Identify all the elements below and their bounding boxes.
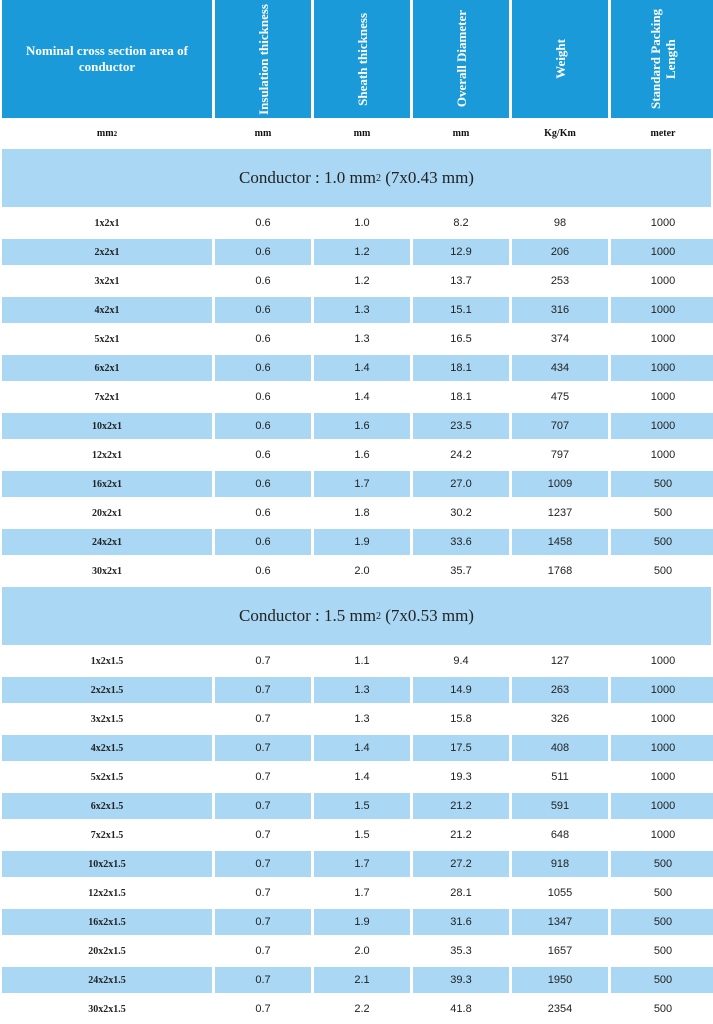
cell-cable-size: 30x2x1 xyxy=(92,565,122,577)
cell-packing: 1000 xyxy=(650,449,676,461)
unit-sheath: mm xyxy=(353,128,371,139)
cell-weight: 374 xyxy=(550,333,570,345)
cell-packing: 500 xyxy=(653,507,673,519)
table-row xyxy=(2,471,713,497)
cell-cable-size: 2x2x1 xyxy=(2,239,212,265)
cell-diameter: 27.0 xyxy=(413,471,509,497)
header-sheath xyxy=(314,0,410,118)
unit-packing: meter xyxy=(650,128,676,139)
cell-packing: 1000 xyxy=(611,297,713,323)
cell-packing: 1000 xyxy=(650,655,676,667)
cell-packing: 1000 xyxy=(650,275,676,287)
section-title-sup: 2 xyxy=(375,172,381,184)
cell-packing: 1000 xyxy=(650,713,676,725)
cell-diameter: 28.1 xyxy=(450,887,472,899)
cell-diameter: 15.1 xyxy=(413,297,509,323)
cell-sheath: 2.0 xyxy=(354,565,370,577)
table-row xyxy=(2,706,713,732)
table-row xyxy=(2,355,713,381)
unit-nominal-sup: 2 xyxy=(113,129,118,138)
section-title-prefix: Conductor : 1.0 mm xyxy=(239,168,376,187)
cell-weight: 263 xyxy=(512,677,608,703)
cell-diameter: 12.9 xyxy=(413,239,509,265)
cell-cable-size: 24x2x1.5 xyxy=(2,967,212,993)
section-title xyxy=(2,587,711,645)
cell-weight: 316 xyxy=(512,297,608,323)
cell-packing: 1000 xyxy=(611,677,713,703)
cell-cable-size: 16x2x1 xyxy=(2,471,212,497)
header-weight-label: Weight xyxy=(552,39,568,79)
cell-insulation: 0.7 xyxy=(255,655,271,667)
cell-insulation: 0.7 xyxy=(255,771,271,783)
table-row xyxy=(2,558,713,584)
cell-packing: 500 xyxy=(653,887,673,899)
cell-cable-size: 1x2x1 xyxy=(94,217,120,229)
cell-diameter: 23.5 xyxy=(413,413,509,439)
cell-sheath: 1.1 xyxy=(354,655,370,667)
cell-diameter: 14.9 xyxy=(413,677,509,703)
header-sheath-label: Sheath thickness xyxy=(354,12,370,106)
cell-sheath: 1.7 xyxy=(354,887,370,899)
cell-insulation: 0.7 xyxy=(255,945,271,957)
cell-weight: 1768 xyxy=(547,565,573,577)
table-body xyxy=(0,149,713,1022)
cell-diameter: 35.3 xyxy=(450,945,472,957)
cell-diameter: 9.4 xyxy=(453,655,469,667)
cell-weight: 797 xyxy=(550,449,570,461)
cell-weight: 648 xyxy=(550,829,570,841)
cell-cable-size: 20x2x1 xyxy=(92,507,122,519)
cell-insulation: 0.6 xyxy=(255,217,271,229)
table-row xyxy=(2,413,713,439)
table-row xyxy=(2,210,713,236)
cell-insulation: 0.6 xyxy=(255,333,271,345)
table-row xyxy=(2,793,713,819)
cell-diameter: 35.7 xyxy=(450,565,472,577)
header-insulation-label: Insulation thickness xyxy=(255,3,271,115)
cell-diameter: 27.2 xyxy=(413,851,509,877)
cell-packing: 500 xyxy=(611,851,713,877)
cell-insulation: 0.6 xyxy=(255,565,271,577)
cell-diameter: 8.2 xyxy=(453,217,469,229)
cell-weight: 1237 xyxy=(547,507,573,519)
cell-sheath: 1.4 xyxy=(354,771,370,783)
cell-sheath: 1.5 xyxy=(314,793,410,819)
unit-weight: Kg/Km xyxy=(544,128,576,139)
cell-sheath: 1.2 xyxy=(314,239,410,265)
header-diameter xyxy=(413,0,509,118)
cell-sheath: 1.6 xyxy=(354,449,370,461)
cell-packing: 500 xyxy=(611,529,713,555)
cell-sheath: 2.0 xyxy=(354,945,370,957)
cell-cable-size: 4x2x1.5 xyxy=(2,735,212,761)
cell-packing: 1000 xyxy=(611,735,713,761)
header-nominal xyxy=(2,0,212,118)
unit-nominal xyxy=(2,118,212,149)
table-row xyxy=(2,326,713,352)
table-row xyxy=(2,880,713,906)
cell-diameter: 30.2 xyxy=(450,507,472,519)
cell-packing: 1000 xyxy=(650,391,676,403)
cell-insulation: 0.7 xyxy=(255,829,271,841)
cell-packing: 1000 xyxy=(650,217,676,229)
cell-weight: 326 xyxy=(550,713,570,725)
cell-diameter: 18.1 xyxy=(450,391,472,403)
cell-cable-size: 24x2x1 xyxy=(2,529,212,555)
cell-cable-size: 6x2x1 xyxy=(2,355,212,381)
cell-weight: 206 xyxy=(512,239,608,265)
cell-insulation: 0.7 xyxy=(215,793,311,819)
cell-insulation: 0.7 xyxy=(215,967,311,993)
table-row xyxy=(2,677,713,703)
cell-cable-size: 7x2x1.5 xyxy=(90,829,124,841)
cell-cable-size: 12x2x1.5 xyxy=(88,887,126,899)
cell-insulation: 0.7 xyxy=(255,713,271,725)
cell-weight: 127 xyxy=(550,655,570,667)
cell-sheath: 2.2 xyxy=(354,1003,370,1015)
cell-weight: 2354 xyxy=(547,1003,573,1015)
table-row xyxy=(2,442,713,468)
cell-weight: 1055 xyxy=(547,887,573,899)
table-row xyxy=(2,384,713,410)
cell-packing: 500 xyxy=(653,945,673,957)
cell-weight: 408 xyxy=(512,735,608,761)
cell-cable-size: 5x2x1 xyxy=(94,333,120,345)
cell-cable-size: 1x2x1.5 xyxy=(90,655,124,667)
cell-cable-size: 2x2x1.5 xyxy=(2,677,212,703)
cell-diameter: 31.6 xyxy=(413,909,509,935)
cell-sheath: 1.3 xyxy=(314,677,410,703)
cell-cable-size: 16x2x1.5 xyxy=(2,909,212,935)
cell-sheath: 1.4 xyxy=(354,391,370,403)
table-row xyxy=(2,297,713,323)
cell-insulation: 0.6 xyxy=(215,471,311,497)
cell-insulation: 0.6 xyxy=(215,297,311,323)
cell-insulation: 0.6 xyxy=(255,275,271,287)
cell-insulation: 0.7 xyxy=(215,735,311,761)
unit-diameter: mm xyxy=(452,128,470,139)
cell-diameter: 17.5 xyxy=(413,735,509,761)
cell-insulation: 0.6 xyxy=(255,391,271,403)
cell-sheath: 1.2 xyxy=(354,275,370,287)
cell-sheath: 1.9 xyxy=(314,909,410,935)
cell-weight: 1950 xyxy=(512,967,608,993)
cell-weight: 591 xyxy=(512,793,608,819)
cell-sheath: 1.8 xyxy=(354,507,370,519)
table-row xyxy=(2,500,713,526)
units-row xyxy=(2,118,713,149)
cell-cable-size: 20x2x1.5 xyxy=(88,945,126,957)
cell-packing: 1000 xyxy=(650,829,676,841)
cell-diameter: 41.8 xyxy=(450,1003,472,1015)
cell-diameter: 24.2 xyxy=(450,449,472,461)
header-nominal-label: Nominal cross section area of conductor xyxy=(26,43,188,74)
cell-packing: 500 xyxy=(653,1003,673,1015)
header-insulation xyxy=(215,0,311,118)
cell-packing: 500 xyxy=(611,471,713,497)
cell-diameter: 19.3 xyxy=(450,771,472,783)
cell-insulation: 0.7 xyxy=(255,1003,271,1015)
table-row xyxy=(2,938,713,964)
section-title-sup: 2 xyxy=(375,610,381,622)
table-row xyxy=(2,268,713,294)
cell-packing: 1000 xyxy=(650,771,676,783)
header-packing-label: Standard Packing Length xyxy=(648,8,678,110)
table-row xyxy=(2,909,713,935)
cell-sheath: 1.3 xyxy=(354,713,370,725)
cell-sheath: 1.4 xyxy=(314,735,410,761)
cell-weight: 1458 xyxy=(512,529,608,555)
cell-packing: 500 xyxy=(653,565,673,577)
cell-weight: 1347 xyxy=(512,909,608,935)
cell-packing: 1000 xyxy=(611,413,713,439)
table-row xyxy=(2,239,713,265)
cell-insulation: 0.6 xyxy=(255,449,271,461)
table-row xyxy=(2,648,713,674)
cell-packing: 1000 xyxy=(611,239,713,265)
cell-weight: 475 xyxy=(550,391,570,403)
cell-sheath: 1.7 xyxy=(314,851,410,877)
cell-packing: 1000 xyxy=(611,355,713,381)
cell-diameter: 21.2 xyxy=(413,793,509,819)
cell-weight: 253 xyxy=(550,275,570,287)
cell-insulation: 0.6 xyxy=(215,355,311,381)
cell-cable-size: 30x2x1.5 xyxy=(88,1003,126,1015)
section-title-prefix: Conductor : 1.5 mm xyxy=(239,606,376,625)
unit-insulation: mm xyxy=(254,128,272,139)
cell-cable-size: 5x2x1.5 xyxy=(90,771,124,783)
cell-insulation: 0.6 xyxy=(215,529,311,555)
section-title xyxy=(2,149,711,207)
cell-insulation: 0.7 xyxy=(215,851,311,877)
cell-diameter: 15.8 xyxy=(450,713,472,725)
cell-insulation: 0.6 xyxy=(215,239,311,265)
cell-diameter: 18.1 xyxy=(413,355,509,381)
cell-diameter: 16.5 xyxy=(450,333,472,345)
table-row xyxy=(2,529,713,555)
cell-sheath: 1.0 xyxy=(354,217,370,229)
cell-cable-size: 3x2x1 xyxy=(94,275,120,287)
cell-insulation: 0.7 xyxy=(215,909,311,935)
cell-packing: 1000 xyxy=(650,333,676,345)
cell-sheath: 1.7 xyxy=(314,471,410,497)
cell-sheath: 2.1 xyxy=(314,967,410,993)
cell-weight: 918 xyxy=(512,851,608,877)
section-title-suffix: (7x0.43 mm) xyxy=(380,168,474,187)
cell-weight: 98 xyxy=(553,217,567,229)
cell-diameter: 13.7 xyxy=(450,275,472,287)
table-row xyxy=(2,996,713,1022)
cell-weight: 1009 xyxy=(512,471,608,497)
table-row xyxy=(2,851,713,877)
cell-insulation: 0.6 xyxy=(215,413,311,439)
table-row xyxy=(2,967,713,993)
cell-sheath: 1.3 xyxy=(354,333,370,345)
cell-insulation: 0.6 xyxy=(255,507,271,519)
cell-diameter: 33.6 xyxy=(413,529,509,555)
cell-cable-size: 7x2x1 xyxy=(94,391,120,403)
cell-packing: 1000 xyxy=(611,793,713,819)
cell-sheath: 1.4 xyxy=(314,355,410,381)
header-diameter-label: Overall Diameter xyxy=(453,10,469,108)
cell-diameter: 21.2 xyxy=(450,829,472,841)
cell-cable-size: 4x2x1 xyxy=(2,297,212,323)
cell-cable-size: 6x2x1.5 xyxy=(2,793,212,819)
cell-diameter: 39.3 xyxy=(413,967,509,993)
table-row xyxy=(2,822,713,848)
cell-sheath: 1.5 xyxy=(354,829,370,841)
table-row xyxy=(2,735,713,761)
table-header xyxy=(2,0,713,118)
cell-sheath: 1.3 xyxy=(314,297,410,323)
header-packing xyxy=(611,0,713,118)
cell-insulation: 0.7 xyxy=(215,677,311,703)
table-row xyxy=(2,764,713,790)
cell-packing: 500 xyxy=(611,909,713,935)
header-weight xyxy=(512,0,608,118)
cell-weight: 511 xyxy=(551,771,569,783)
cell-insulation: 0.7 xyxy=(255,887,271,899)
cell-sheath: 1.9 xyxy=(314,529,410,555)
cell-packing: 500 xyxy=(611,967,713,993)
cell-cable-size: 10x2x1.5 xyxy=(2,851,212,877)
section-title-suffix: (7x0.53 mm) xyxy=(380,606,474,625)
cell-weight: 707 xyxy=(512,413,608,439)
cell-weight: 1657 xyxy=(547,945,573,957)
cell-cable-size: 10x2x1 xyxy=(2,413,212,439)
cell-sheath: 1.6 xyxy=(314,413,410,439)
cell-weight: 434 xyxy=(512,355,608,381)
unit-nominal-base: mm xyxy=(96,128,114,139)
cell-cable-size: 12x2x1 xyxy=(92,449,122,461)
cell-cable-size: 3x2x1.5 xyxy=(90,713,124,725)
